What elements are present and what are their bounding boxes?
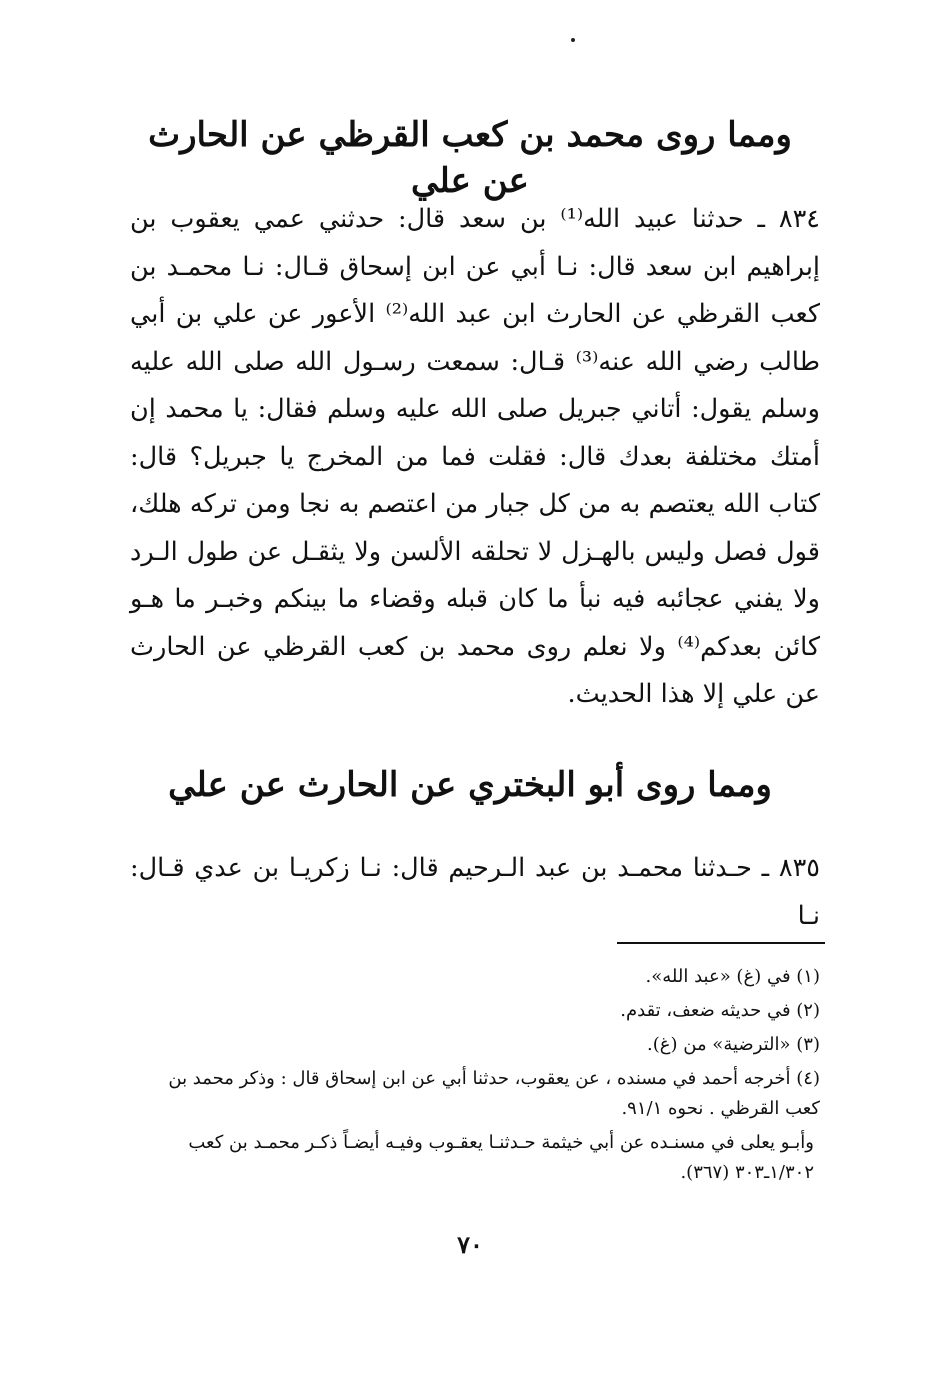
page-dot — [571, 38, 575, 42]
footnote-1: (١) في (غ) «عبد الله». — [645, 966, 820, 987]
footnote-4: (٤) أخرجه أحمد في مسنده ، عن يعقوب، حدثنا أبي عن ابن إسحاق قال : وذكر محمد بن كعب القرظي . نحوه ٩١/١. — [168, 1068, 820, 1119]
page-number: ٧٠ — [457, 1230, 483, 1259]
footnote-3: (٣) «الترضية» من (غ). — [647, 1034, 820, 1055]
section-heading-qurazi: ومما روى محمد بن كعب القرظي عن الحارث عن علي — [148, 115, 792, 201]
hadith-835: ٨٣٥ ـ حـدثنا محمـد بن عبد الـرحيم قال: نـا زكريـا بن عدي قـال: نـا — [130, 853, 820, 931]
footnote-separator — [617, 942, 825, 944]
footnotes — [130, 962, 820, 1192]
hadith-834: ٨٣٤ ـ حدثنا عبيد الله⁽¹⁾ بن سعد قال: حدثني عمي يعقوب بن إبراهيم ابن سعد قال: نـا أبي عن ابن إسحاق قـال: نـا محمـد بن كعب القرظي عن الحارث ابن عبد الله⁽²⁾ الأعور عن علي بن أبي طالب رضي الله عنه⁽³⁾ قـال: سمعت رسـول الله صلى الله عليه وسلم يقول: أتاني جبريل صلى الله عليه وسلم فقال: يا محمد إن أمتك مختلفة بعدك قال: فقلت فما من المخرج يا جبريل؟ قال: كتاب الله يعتصم به من كل جبار من اعتصم به نجا ومن تركه هلك، قول فصل وليس بالهـزل لا تحلقه الألسن ولا يثقـل عن طول الـرد ولا يفني عجائبه فيه نبأ ما كان قبله وقضاء ما بينكم وخبـر ما هـو كائن بعدكم⁽⁴⁾ ولا نعلم روى محمد بن كعب القرظي عن الحارث عن علي إلا هذا الحديث. — [130, 204, 820, 709]
footnote-2: (٢) في حديثه ضعف، تقدم. — [620, 1000, 820, 1021]
footnote-4-continuation: وأبـو يعلى في مسنـده عن أبي خيثمة حـدثنـا يعقـوب وفيـه أيضـاً ذكـر محمـد بن كعب ١/٣٠٢ـ٣٠٣ (٣٦٧). — [188, 1132, 814, 1183]
section-heading-bakhtari: ومما روى أبو البختري عن الحارث عن علي — [168, 765, 772, 805]
